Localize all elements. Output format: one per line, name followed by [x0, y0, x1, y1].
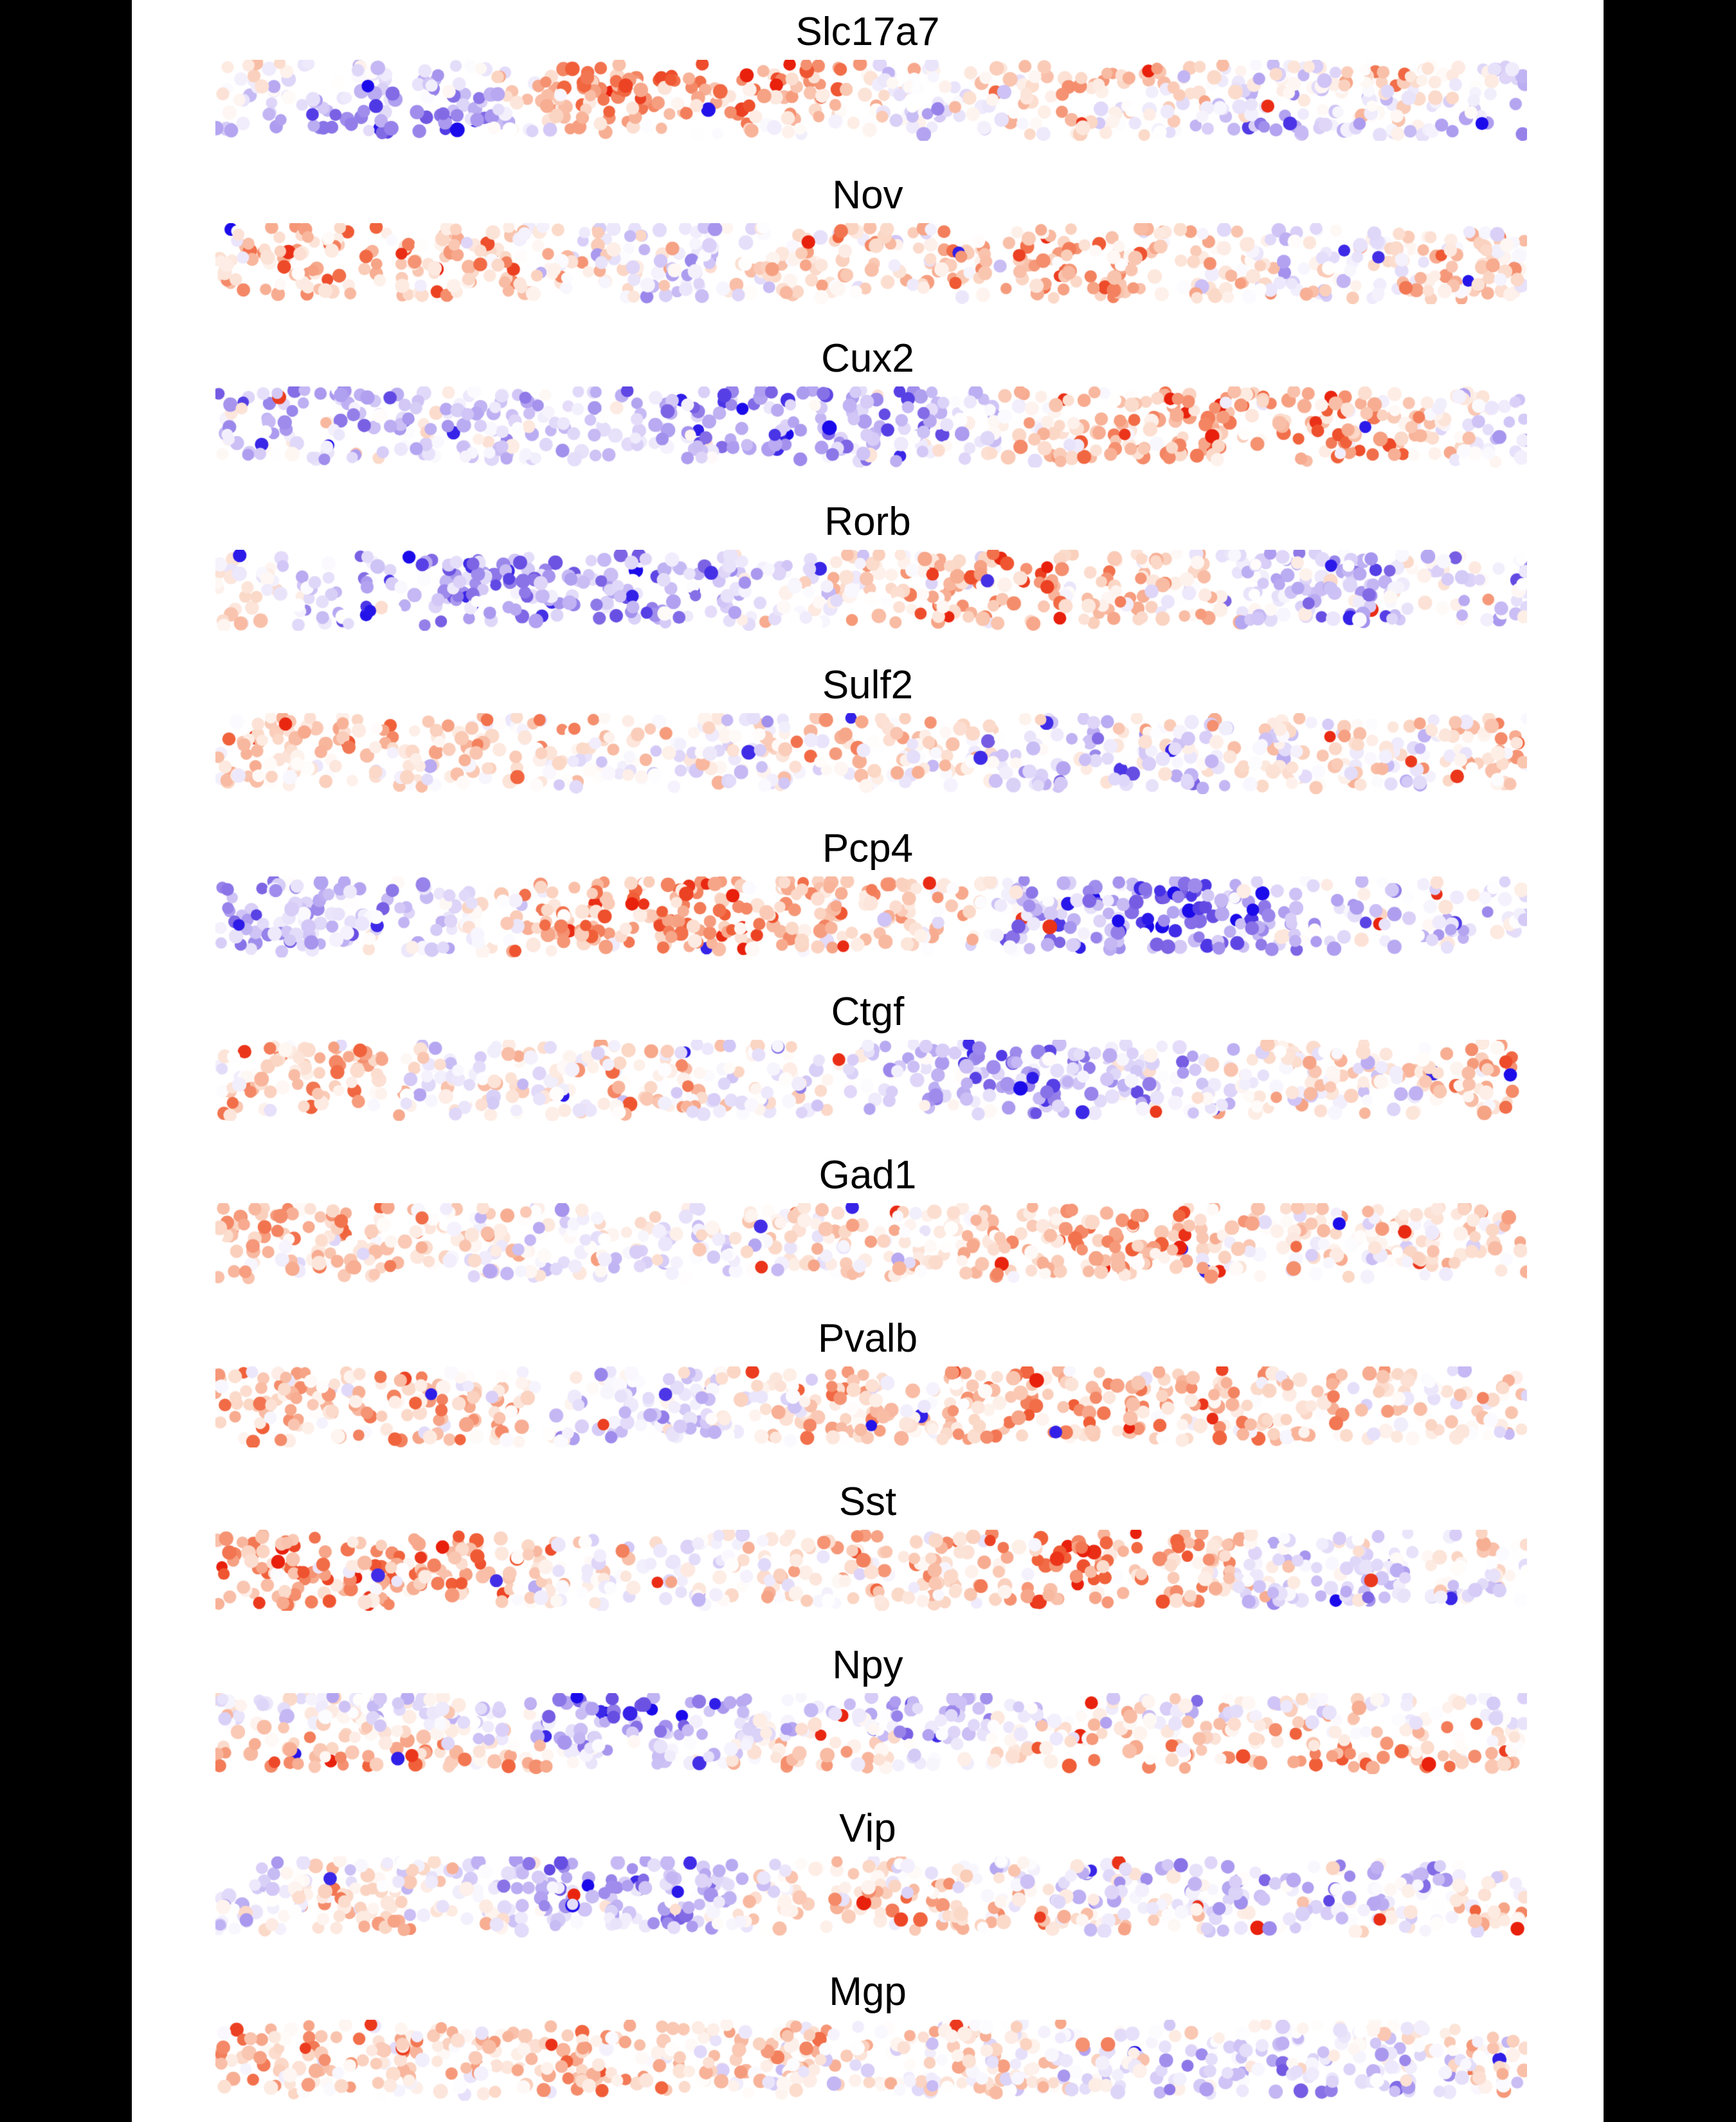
gene-panel [132, 653, 1604, 817]
gene-panel [132, 490, 1604, 653]
gene-panel [132, 817, 1604, 980]
gene-title: Mgp [829, 1970, 907, 2014]
gene-panel [132, 327, 1604, 490]
gene-panel [132, 1633, 1604, 1797]
gene-title: Sulf2 [822, 663, 914, 707]
gene-panel [132, 163, 1604, 327]
dot-strip [215, 2020, 1527, 2101]
gene-panel [132, 980, 1604, 1143]
gene-title: Sst [838, 1480, 897, 1524]
gene-panel [132, 1960, 1604, 2122]
dot-strip [215, 223, 1527, 304]
gene-panel [132, 1797, 1604, 1960]
gene-panel [132, 0, 1604, 163]
gene-title: Rorb [824, 500, 911, 544]
gene-title: Pcp4 [822, 826, 914, 871]
dot-strip [215, 1856, 1527, 1937]
dot-strip [215, 1530, 1527, 1611]
gene-panel [132, 1143, 1604, 1307]
dot-strip [215, 713, 1527, 794]
dot-strip [215, 1693, 1527, 1774]
content-area [132, 0, 1604, 2122]
dot-strip [215, 876, 1527, 957]
dot-strip [215, 1040, 1527, 1121]
dot-strip [215, 550, 1527, 631]
gene-title: Npy [832, 1643, 903, 1687]
gene-title: Pvalb [817, 1316, 918, 1361]
gene-title: Nov [832, 173, 903, 217]
gene-panel [132, 1307, 1604, 1470]
gene-panel [132, 1470, 1604, 1633]
gene-title: Vip [839, 1806, 896, 1851]
gene-title: Slc17a7 [795, 10, 940, 54]
gene-title: Cux2 [821, 336, 914, 381]
gene-title: Ctgf [831, 990, 905, 1034]
dot-strip [215, 386, 1527, 467]
dot-strip [215, 60, 1527, 141]
gene-title: Gad1 [818, 1153, 917, 1197]
dot-strip [215, 1366, 1527, 1447]
dot-strip [215, 1203, 1527, 1284]
